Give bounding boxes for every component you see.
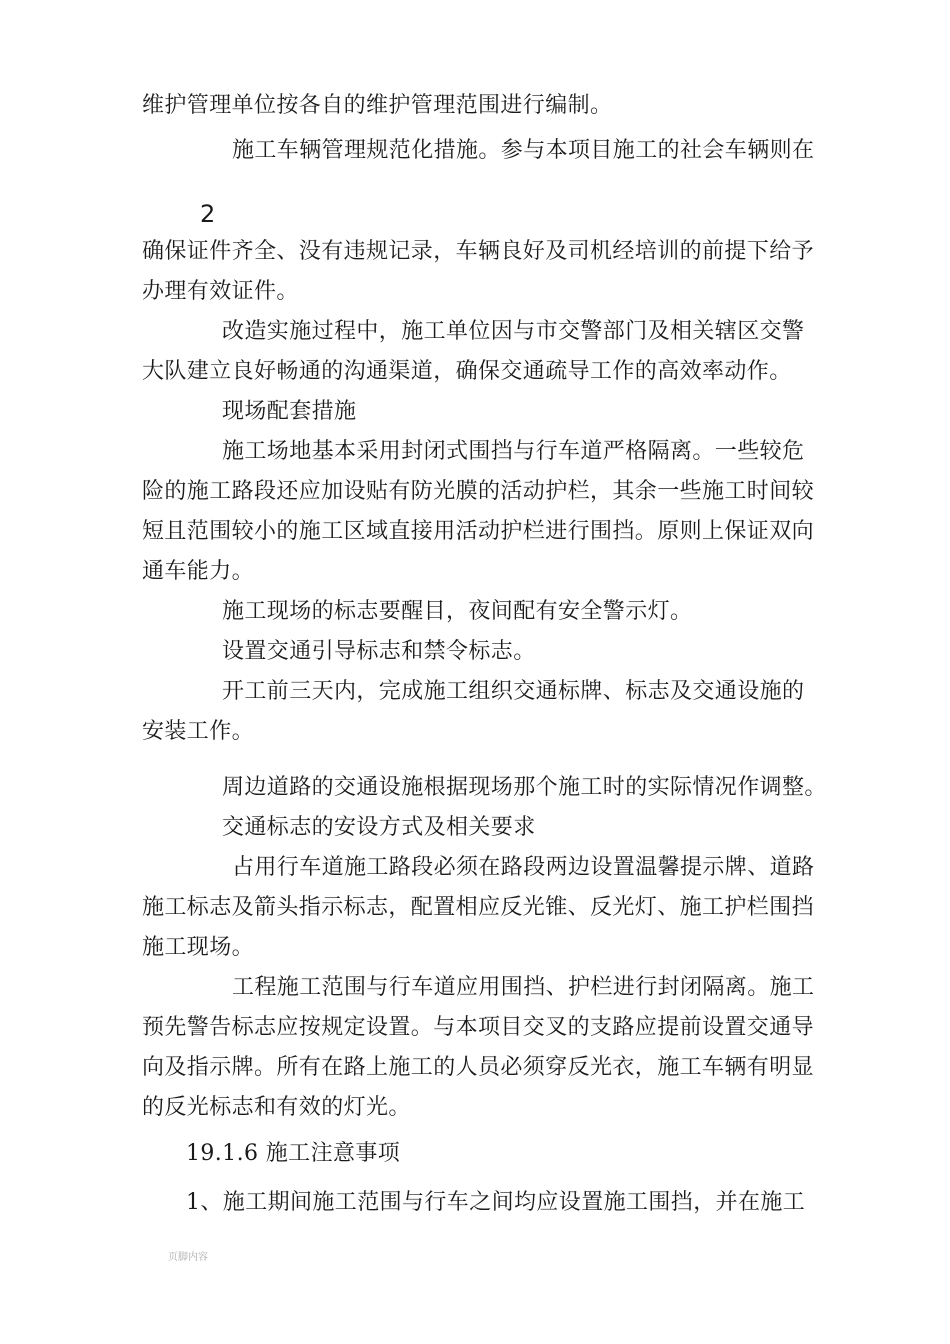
page-number: 2 bbox=[200, 200, 216, 228]
text-line-19: 施工标志及箭头指示标志，配置相应反光锥、反光灯、施工护栏围挡 bbox=[142, 895, 815, 920]
text-line-20: 施工现场。 bbox=[142, 935, 255, 960]
text-line-4: 办理有效证件。 bbox=[142, 279, 299, 304]
text-line-12: 施工现场的标志要醒目，夜间配有安全警示灯。 bbox=[222, 599, 693, 624]
text-line-18: 占用行车道施工路段必须在路段两边设置温馨提示牌、道路 bbox=[232, 855, 815, 880]
text-line-14: 开工前三天内，完成施工组织交通标牌、标志及交通设施的 bbox=[222, 679, 805, 704]
list-item-1: 1、施工期间施工范围与行车之间均应设置施工围挡，并在施工 bbox=[186, 1190, 806, 1215]
text-line-9: 险的施工路段还应加设贴有防光膜的活动护栏，其余一些施工时间较 bbox=[142, 479, 815, 504]
text-line-1: 维护管理单位按各自的维护管理范围进行编制。 bbox=[142, 93, 613, 118]
section-heading-traffic-signs: 交通标志的安设方式及相关要求 bbox=[222, 815, 536, 840]
text-line-13: 设置交通引导标志和禁令标志。 bbox=[222, 639, 536, 664]
text-line-23: 向及指示牌。所有在路上施工的人员必须穿反光衣，施工车辆有明显 bbox=[142, 1055, 815, 1080]
page-footer: 页脚内容 bbox=[168, 1252, 208, 1263]
text-line-15: 安装工作。 bbox=[142, 719, 255, 744]
text-line-6: 大队建立良好畅通的沟通渠道，确保交通疏导工作的高效率动作。 bbox=[142, 359, 792, 384]
section-heading-site-measures: 现场配套措施 bbox=[222, 399, 357, 424]
text-line-22: 预先警告标志应按规定设置。与本项目交叉的支路应提前设置交通导 bbox=[142, 1015, 815, 1040]
section-heading-19-1-6: 19.1.6 施工注意事项 bbox=[186, 1141, 401, 1166]
text-line-2: 施工车辆管理规范化措施。参与本项目施工的社会车辆则在 bbox=[232, 138, 815, 163]
text-line-8: 施工场地基本采用封闭式围挡与行车道严格隔离。一些较危 bbox=[222, 439, 805, 464]
text-line-21: 工程施工范围与行车道应用围挡、护栏进行封闭隔离。施工 bbox=[232, 975, 815, 1000]
text-line-3: 确保证件齐全、没有违规记录，车辆良好及司机经培训的前提下给予 bbox=[142, 239, 815, 264]
text-line-11: 通车能力。 bbox=[142, 559, 255, 584]
text-line-24: 的反光标志和有效的灯光。 bbox=[142, 1095, 411, 1120]
text-line-16: 周边道路的交通设施根据现场那个施工时的实际情况作调整。 bbox=[222, 775, 827, 800]
text-line-5: 改造实施过程中，施工单位因与市交警部门及相关辖区交警 bbox=[222, 319, 805, 344]
text-line-10: 短且范围较小的施工区域直接用活动护栏进行围挡。原则上保证双向 bbox=[142, 519, 815, 544]
